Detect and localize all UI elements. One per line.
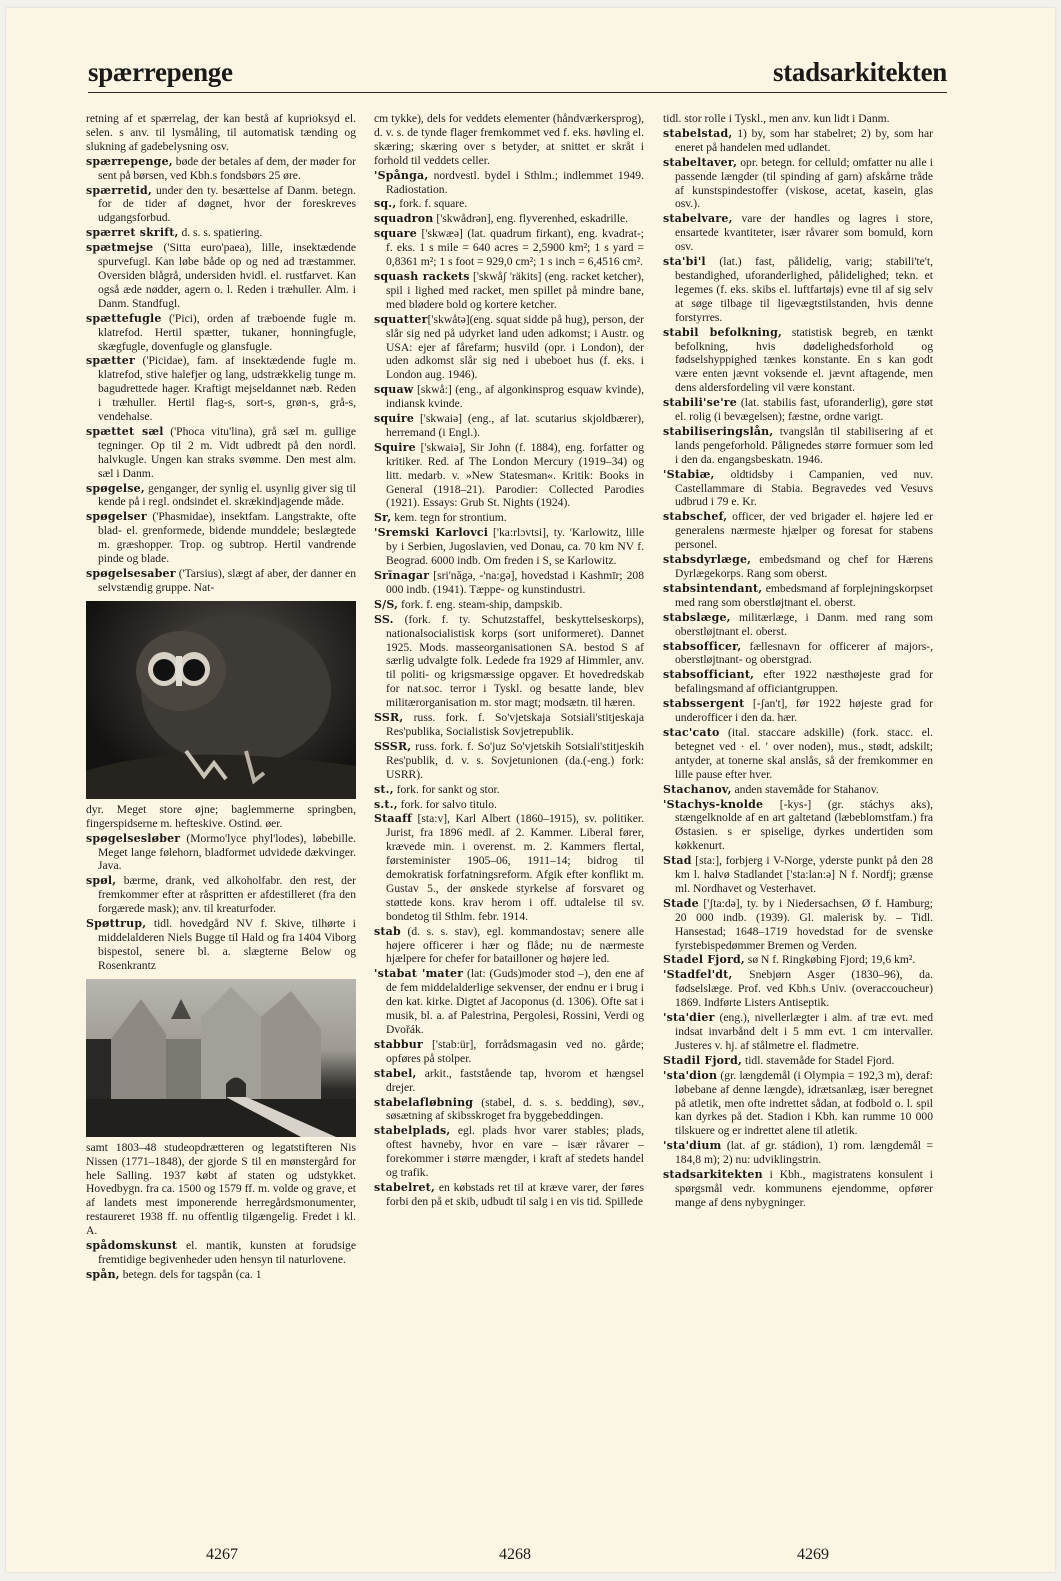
dictionary-entry — [663, 783, 933, 797]
definition-text: ('Pici), orden af træboende fugle m. klatrefod. Hertil spætter, tukaner, honningfugle, skægfugle, dovenfugle og glansfugle. — [98, 311, 356, 353]
headword: stac'cato — [663, 725, 720, 739]
definition-text: (stabel, d. s. s. bedding), søv., søsætning af skibsskroget fra byggebeddingen. — [386, 1095, 644, 1123]
dictionary-entry — [86, 917, 356, 973]
left-guide-word: spærrepenge — [88, 57, 233, 87]
headword: stabslæge, — [663, 610, 731, 624]
headword: spøgelse, — [86, 481, 145, 495]
headword: st., — [374, 782, 394, 796]
dictionary-entry — [663, 1139, 933, 1167]
definition-text: ('Phoca vitu'lina), grå sæl m. gullige tegninger. Op til 2 m. Vidt udbredt på den nordl. halvkugle. Ungen kan straks svømme. Den mest alm. sæl i Danm. — [98, 424, 356, 480]
headword: spøl, — [86, 874, 117, 888]
dictionary-entry — [663, 611, 933, 639]
definition-text: [sta:v], Karl Albert (1860–1915), sv. politiker. Jurist, fra 1896 medl. af 2. Kammer. Liberal fører, krævede min. i overenst. m. 2. Kammers flertal, førsteminister 1905–06, 1911–14; bidrog til demokratisk forfatningsreform. Afgik efter konflikt m. Gustav 5., der ønskede styrkelse af forsvaret og støttede kons. krav herom i off. udtalelse til sv. bondetog til Sthlm. febr. 1914. — [386, 812, 644, 923]
definition-text: samt 1803–48 studeopdrætteren og legatstifteren Nis Nissen (1771–1848), der gjorde S til en mønstergård for hele Salling. 1937 købt af staten og udstykket. Hovedbygn. fra ca. 1500 og 1579 ff. m. volde og grave, et af landets mest imponerende herregårdsmonumenter, restaureret 1938 ff. nu offentlig tilgængelig. Fredet i kl. A. — [86, 1140, 356, 1238]
dictionary-entry — [86, 226, 356, 240]
definition-text: dyr. Meget store øjne; baglemmerne springben, fingerspidserne m. hefteskive. Ostind. øer. — [86, 802, 356, 830]
definition-text: (lat. stabilis fast, uforanderlig), gøre støt el. rolig (i bevægelsen); fæstne, ordne varigt. — [675, 396, 933, 424]
dictionary-entry — [374, 740, 644, 782]
definition-text: militærlæge, i Danm. med rang som oberstløjtnant el. oberst. — [675, 610, 933, 638]
headword: stabelstad, — [663, 126, 733, 140]
spottrup-castle-photo — [86, 979, 356, 1137]
definition-text: [sri'năgə, -'na:gə], hovedstad i Kashmīr; 208 000 indb. (1941). Tæppe- og kunstindustri. — [386, 569, 644, 596]
definition-text: nordvestl. bydel i Sthlm.; indlemmet 1949. Radiostation. — [386, 168, 644, 196]
dictionary-entry — [374, 526, 644, 568]
definition-text: kem. tegn for strontium. — [391, 511, 507, 525]
dictionary-entry — [663, 968, 933, 1010]
dictionary-entry — [663, 396, 933, 424]
definition-text: betegn. dels for tagspån (ca. 1 — [119, 1267, 262, 1281]
definition-text: ('Sitta euro'paea), lille, insektædende spurvefugl. Kan løbe både op og ned ad træstammer. Oversiden blågrå, undersiden hvidl. el. rustfarvet. Kan også æde nødder, agern o. l. Reden i træhuller. Alm. i Danm. Standfugl. — [98, 241, 356, 310]
headword: stabsofficiant, — [663, 668, 755, 682]
dictionary-entry — [663, 1069, 933, 1139]
definition-text: under den ty. besættelse af Danm. betegn. for de tider af døgnet, hvor der foreskreves udgangsforbud. — [98, 183, 356, 225]
headword: squash rackets — [374, 269, 470, 283]
headword: spættet sæl — [86, 424, 164, 438]
headword: squatter — [374, 312, 428, 326]
definition-text: officer, der ved brigader el. højere led er generalens nærmeste hjælper og foresat for stabens personel. — [675, 510, 933, 552]
definition-text: fork. f. eng. steam-ship, dampskib. — [398, 597, 563, 611]
headword: stabil befolkning, — [663, 325, 783, 339]
headword: spærrepenge, — [86, 154, 173, 168]
page-number: 4269 — [797, 1546, 829, 1563]
dictionary-entry — [374, 1096, 644, 1124]
dictionary-entry — [663, 553, 933, 581]
headword: stabel, — [374, 1066, 417, 1080]
headword: 'sta'dier — [663, 1011, 715, 1025]
headword: SS. — [374, 612, 394, 626]
running-head — [88, 52, 947, 93]
entry-continuation — [374, 112, 644, 168]
dictionary-entry — [374, 711, 644, 739]
dictionary-entry — [86, 1268, 356, 1282]
headword: 'sta'dium — [663, 1139, 722, 1153]
headword: stabbur — [374, 1037, 423, 1051]
headword: S/S, — [374, 597, 399, 611]
dictionary-page-spread — [6, 8, 1055, 1572]
dictionary-entry — [663, 697, 933, 725]
headword: SSR, — [374, 711, 404, 725]
definition-text: ['skwåtə](eng. squat sidde på hug), person, der slår sig ned på udyrket land uden adkomst; i Austr. og USA: ejer af fårefarm; husvild (opr. i London), der uden adkomst slår sig ned i ubeboet hus (f. eks. i London aug. 1946). — [386, 312, 644, 382]
definition-text: (lat. af gr. stádion), 1) rom. længdemål = 184,8 m); 2) nu: udviklingstrin. — [675, 1139, 933, 1167]
right-guide-word: stadsarkitekten — [772, 57, 947, 87]
castle-illustration-icon — [86, 979, 356, 1137]
headword: Srīnagar — [374, 569, 430, 582]
definition-text: anden stavemåde for Stahanov. — [731, 782, 879, 796]
entry-continuation — [86, 803, 356, 831]
headword: spættefugle — [86, 311, 162, 325]
dictionary-entry — [374, 412, 644, 440]
headword: spån, — [86, 1267, 120, 1281]
definition-text: [-ʃan't], før 1922 højeste grad for underofficer i den da. hær. — [675, 697, 933, 725]
dictionary-entry — [86, 241, 356, 311]
definition-text: genganger, der synlig el. usynlig giver sig til kende på i regl. ondsindet el. skrækindjagende måde. — [98, 481, 356, 509]
headword: spådomskunst — [86, 1239, 178, 1253]
headword: Spøttrup, — [86, 917, 147, 931]
definition-text: russ. fork. f. So'juz So'vjetskih Sotsiali'stitjeskih Res'publik, d. v. s. Sovjetunionen (da.(-eng.) fork: USRR). — [386, 739, 644, 781]
definition-text: egl. plads hvor varer stables; plads, oftest havneby, hvor en vare – især råvarer – forekommer i større mængder, i kraft af stedets handel og trafik. — [386, 1124, 644, 1180]
dictionary-entry — [663, 468, 933, 510]
definition-text: [-kys-] (gr. stáchys aks), stængelknolde af en art galtetand (læbeblomstfam.) fra Østasien. s er spiselige, dyrkes undertiden som køkkenurt. — [675, 797, 933, 853]
definition-text: (eng.), nivellerlægter i alm. af træ evt. med indsat invarbånd delt i 5 mm evt. 1 cm intervaller. Justeres v. hj. af stålmetre el. fladmetre. — [675, 1011, 933, 1052]
dictionary-entry — [374, 1038, 644, 1066]
dictionary-entry — [663, 326, 933, 396]
loris-illustration-icon — [86, 601, 356, 799]
entry-continuation — [86, 1141, 356, 1238]
dictionary-entry — [663, 798, 933, 854]
definition-text: bøde der betales af dem, der møder for sent på børsen, ved Kbh.s fondsbørs 25 øre. — [98, 154, 356, 182]
dictionary-entry — [374, 967, 644, 1037]
headword: spætmejse — [86, 241, 154, 255]
definition-text: en købstads ret til at kræve varer, der føres forbi den på et skib, udbudt til salg i en vis tid. Spillede — [386, 1180, 644, 1208]
dictionary-entry — [374, 212, 644, 226]
dictionary-entry — [663, 582, 933, 610]
headword: stabiliseringslån, — [663, 424, 774, 438]
headword: stabschef, — [663, 510, 728, 524]
dictionary-entry — [86, 312, 356, 354]
dictionary-entry — [663, 212, 933, 254]
headword: spærretid, — [86, 183, 152, 197]
definition-text: (lat.) fast, pålidelig, varig; stabili'te't, bestandighed, uforanderlighed, pålidelighed; tekn. et legemes (f. eks. skibs el. luftfartøjs) evne til af sig selv at søge tilbage til ligevægtstilstanden, hvis denne forstyrres. — [675, 255, 933, 324]
definition-text: retning af et spærrelag, der kan bestå af kuprioksyd el. selen. s anv. til lysmåling, til automatisk tænding og slukning af gadebelysning osv. — [86, 112, 356, 153]
headword: spætter — [86, 354, 135, 368]
headword: square — [374, 227, 418, 241]
dictionary-entry — [374, 270, 644, 312]
headword: Stade — [663, 896, 699, 910]
dictionary-entry — [374, 441, 644, 511]
dictionary-entry — [374, 313, 644, 383]
headword: sta'bi'l — [663, 255, 706, 269]
headword: stabelplads, — [374, 1124, 451, 1138]
headword: Stadil Fjord, — [663, 1053, 743, 1067]
dictionary-entry — [663, 1054, 933, 1068]
dictionary-entry — [86, 510, 356, 566]
headword: spøgelser — [86, 510, 147, 524]
headword: stabelret, — [374, 1180, 435, 1194]
headword: 'Stachys-knolde — [663, 797, 764, 811]
definition-text: 1) by, som har stabelret; 2) by, som har eneret på handelen med udlandet. — [675, 126, 933, 154]
dictionary-entry — [663, 510, 933, 552]
dictionary-entry — [663, 156, 933, 212]
headword: stabeltaver, — [663, 155, 738, 169]
definition-text: ['skwåʃ 'räkits] (eng. racket ketcher), spil i lighed med racket, men spillet på mindre bane, med blødere bold og kortere ketcher. — [386, 269, 644, 311]
definition-text: ('Phasmidae), insektfam. Langstrakte, ofte blad- el. grenformede, bidende munddele; beslægtede m. græshopper. Trop. og subtrop. Hertil vandrende pinde og blade. — [98, 510, 356, 566]
headword: Sr, — [374, 511, 392, 525]
dictionary-entry — [86, 482, 356, 510]
dictionary-entry — [663, 255, 933, 325]
dictionary-entry — [374, 511, 644, 525]
definition-text: i Kbh., magistratens konsulent i spørgsmål vedr. kommunens ejendomme, opfører mange af dens nybygninger. — [675, 1168, 933, 1209]
dictionary-entry — [374, 383, 644, 411]
definition-text: bærme, drank, ved alkoholfabr. den rest, der fremkommer efter at råspritten er afdestilleret (fra den forgærede mask); anv. til kreaturfoder. — [98, 874, 356, 916]
dictionary-entry — [663, 640, 933, 668]
dictionary-entry — [86, 425, 356, 481]
definition-text: tvangslån til stabilisering af et lands pengeforhold. Pålignedes større formuer som led i den da. engangsbeskatn. 1946. — [675, 424, 933, 466]
column-1 — [86, 112, 356, 1283]
dictionary-entry — [663, 854, 933, 896]
definition-text: ('Tarsius), slægt af aber, der danner en selvstændig gruppe. Nat- — [98, 567, 356, 594]
definition-text: cm tykke), dels for veddets elementer (håndværkersprog), d. v. s. de tynde flager fremkommet ved f. eks. høvling el. skæring; skæring over s betyder, at snittet er skråt i forhold til veddets celler. — [374, 112, 644, 167]
headword: stabelvare, — [663, 212, 733, 226]
dictionary-entry — [663, 1011, 933, 1053]
definition-text: fork. for sankt og stor. — [393, 782, 500, 796]
headword: squaw — [374, 383, 414, 397]
headword: 'Spånga, — [374, 168, 429, 182]
definition-text: ['skwådrən], eng. flyverenhed, eskadrille. — [433, 212, 629, 226]
definition-text: statistisk begreb, en tænkt befolkning, hvis dødelighedsforhold og fødselshyppighed tænkes konstante. En s kan godt være enten jævnt voksende el. jævnt aftagende, men dens aldersfordeling vil være konstant. — [675, 325, 933, 395]
headword: stabsdyrlæge, — [663, 553, 752, 567]
headword: Stachanov, — [663, 782, 732, 796]
definition-text: (lat: (Guds)moder stod –), den ene af de fem middelalderlige sekvenser, der endnu er i brug i den kat. kirke. Digtet af Jacoponus (d. 1306). Ofte sat i musik, bl. a. af Palestrina, Pergolesi, Rossini, Verdi og Dvořák. — [386, 967, 645, 1036]
definition-text: (gr. længdemål (i Olympia = 192,3 m), deraf: løbebane af denne længde), idrætsanlæg, især beregnet på atletik, men ofte indrettet sådan, at fodbold o. l. spil kan dyrkes på det. Stadion i Kbh. kan rumme 10 000 tilskuere og er indrettet alene til atletik. — [675, 1068, 933, 1138]
definition-text: ['skwaiə], Sir John (f. 1884), eng. forfatter og kritiker. Red. af The London Mercury (1919–34) og litt. medarb. v. »New Statesman«. Kritik: Books in General (1918–21). Parodier: Collected Parodies (1921). Essays: Grub St. Nights (1924). — [386, 440, 644, 510]
dictionary-entry — [374, 613, 644, 710]
dictionary-entry — [663, 425, 933, 467]
entry-continuation — [663, 112, 933, 126]
headword: stadsarkitekten — [663, 1168, 763, 1182]
definition-text: sø N f. Ringkøbing Fjord; 19,6 km². — [744, 953, 916, 967]
headword: spøgelsesløber — [86, 831, 181, 845]
dictionary-entry — [663, 953, 933, 967]
definition-text: efter 1922 næsthøjeste grad for befalingsmand af officiantgruppen. — [675, 668, 933, 696]
dictionary-entry — [374, 169, 644, 197]
headword: Squire — [374, 440, 416, 454]
dictionary-entry — [86, 1239, 356, 1267]
definition-text: [sta:], forbjerg i V-Norge, yderste punkt på den 28 km l. halvø Stadlandet ['sta:lan:ə] N f. Nordfj; grænse ml. Nordhavet og Vesterhavet. — [675, 854, 933, 895]
headword: Stadel Fjord, — [663, 953, 745, 967]
dictionary-entry — [374, 197, 644, 211]
headword: squire — [374, 412, 415, 426]
definition-text: tidl. stavemåde for Stadel Fjord. — [742, 1053, 895, 1067]
headword: stabili'se're — [663, 396, 737, 410]
definition-text: russ. fork. f. So'vjetskaja Sotsiali'stitjeskaja Res'publika, Socialistisk Sovjetrepublik. — [386, 711, 644, 738]
dictionary-entry — [86, 184, 356, 226]
headword: stabsofficer, — [663, 639, 742, 653]
headword: stab — [374, 924, 401, 938]
headword: squadron — [374, 212, 434, 226]
dictionary-entry — [86, 874, 356, 916]
dictionary-entry — [86, 832, 356, 874]
definition-text: Snebjørn Asger (1830–96), da. fødselslæge. Prof. ved Kbh.s Univ. (overaccoucheur) 1869. Indførte Listers Antiseptik. — [675, 968, 933, 1010]
headword: s.t., — [374, 797, 398, 811]
column-2 — [374, 112, 644, 1210]
page-number: 4267 — [206, 1546, 238, 1563]
dictionary-entry — [86, 567, 356, 595]
definition-text: tidl. hovedgård NV f. Skive, tilhørte i middelalderen Niels Bugge til Hald og fra 1404 Viborg bispestol, senere bl. a. slægterne Below og Rosenkrantz — [98, 917, 356, 972]
definition-text: ['ʃta:də], ty. by i Niedersachsen, Ø f. Hamburg; 20 000 indb. (1939). Gl. malerisk by. – Tidl. Hansestad; 1648–1719 hovedstad for de svenske fyrstebispedømmer Bremen og Verden. — [675, 896, 933, 952]
headword: SSSR, — [374, 739, 412, 753]
definition-text: ['skwæə] (lat. quadrum firkant), eng. kvadrat-; f. eks. 1 s mile = 640 acres = 2,5900 km²; 1 s yard = 0,8361 m²; 1 s foot = 929,0 cm²; 1 s inch = 6,4516 cm². — [386, 227, 644, 269]
definition-text: tidl. stor rolle i Tyskl., men anv. kun lidt i Danm. — [663, 112, 890, 125]
headword: Staaff — [374, 812, 412, 826]
dictionary-entry — [374, 798, 644, 812]
definition-text: ['ka:rlɔvtsi], ty. 'Karlowitz, lille by i Serbien, Jugoslavien, ved Donau, ca. 70 km NV f. Beograd. 6000 indb. Om freden i S, se Karlowitz. — [386, 526, 644, 568]
definition-text: d. s. s. spatiering. — [178, 226, 263, 240]
dictionary-entry — [374, 783, 644, 797]
headword: 'Stabiæ, — [663, 467, 715, 481]
dictionary-entry — [663, 726, 933, 782]
headword: 'stabat 'mater — [374, 967, 464, 981]
definition-text: fællesnavn for officerer af majors-, oberstløjtnant- og oberstgrad. — [675, 639, 933, 667]
headword: spærret skrift, — [86, 226, 179, 240]
loris-photo — [86, 601, 356, 799]
definition-text: oldtidsby i Campanien, ved nuv. Castellammare di Stabia. Begravedes ved Vesuvs udbrud i 79 e. Kr. — [675, 467, 933, 509]
definition-text: fork. for salvo titulo. — [397, 797, 497, 811]
definition-text: ('Picidae), fam. af insektædende fugle m. klatrefod, stive halefjer og lang, udstrækkelig tunge m. bagudrettede hager. Kraftigt mejseldannet næb. Reden i træhuller. Hertil flag-s, sort-s, grøn-s, grå-s, vendehalse. — [98, 354, 356, 424]
definition-text: vare der handles og lagres i store, ensartede kvantiteter, især råvarer som bomuld, korn osv. — [675, 212, 933, 254]
definition-text: embedsmand af forplejningskorpset med rang som oberstløjtnant el. oberst. — [675, 581, 933, 609]
definition-text: (fork. f. ty. Schutzstaffel, beskyttelseskorps), nationalsocialistisk korps (sort uniformeret). Dannet 1925. Mods. masseorganisationen SA. bestod S af særlig udvalgte folk. Ledede fra 1929 af Himmler, anv. til politi- og krigsmæssige opgaver. Et hovedredskab for nat.soc. terror i Tyskl. og besatte lande, blev militærorganisation m. stor magt; modsætn. til hæren. — [386, 612, 644, 710]
dictionary-entry — [374, 569, 644, 597]
dictionary-entry — [374, 1067, 644, 1095]
dictionary-entry — [663, 1168, 933, 1210]
page-number: 4268 — [499, 1546, 531, 1563]
headword: stabsintendant, — [663, 581, 763, 595]
headword: stabelafløbning — [374, 1095, 474, 1109]
headword: 'Stadfel'dt, — [663, 968, 733, 982]
dictionary-entry — [663, 897, 933, 953]
definition-text: (Mormo'lyce phyl'lodes), løbebille. Meget lange følehorn, bladformet udvidede dækvinger. Java. — [98, 831, 356, 873]
definition-text: el. mantik, kunsten at forudsige fremtidige begivenheder uden hensyn til naturlovene. — [98, 1239, 356, 1266]
dictionary-entry — [86, 155, 356, 183]
column-3 — [663, 112, 933, 1211]
headword: 'sta'dion — [663, 1068, 718, 1082]
dictionary-entry — [374, 1181, 644, 1209]
dictionary-entry — [86, 354, 356, 424]
definition-text: (d. s. s. stav), egl. kommandostav; senere alle højere officerer i hær og flåde; nu de nærmeste hjælpere for chefer for batailloner og højere led. — [386, 924, 644, 966]
definition-text: fork. f. square. — [396, 197, 468, 211]
dictionary-entry — [663, 668, 933, 696]
dictionary-entry — [374, 227, 644, 269]
definition-text: ['skwaiə] (eng., af lat. scutarius skjoldbærer), herremand (i Engl.). — [386, 412, 644, 439]
dictionary-entry — [374, 925, 644, 967]
headword: spøgelsesaber — [86, 567, 176, 580]
definition-text: (ital. staccare adskille) (fork. stacc. el. betegnet ved · el. ′ over noden), mus., stødt, adskilt; antyder, at tonerne skal anslås, så der fremkommer en lille pause efter hver. — [675, 725, 933, 781]
definition-text: opr. betegn. for celluld; omfatter nu alle i passende længder (til spinding af garn) afskårne tråde af kunstspindestoffer (viskose, acetat, kasein, glas osv.). — [675, 155, 933, 211]
dictionary-entry — [374, 1124, 644, 1180]
dictionary-entry — [374, 812, 644, 923]
headword: sq., — [374, 197, 397, 211]
definition-text: ['stab:ür], forrådsmagasin ved no. gårde; opføres på stolper. — [386, 1037, 644, 1065]
entry-continuation — [86, 112, 356, 154]
definition-text: embedsmand og chef for Hærens Dyrlægekorps. Rang som oberst. — [675, 553, 933, 580]
headword: stabssergent — [663, 697, 745, 711]
headword: Stad — [663, 854, 692, 868]
definition-text: [skwå:] (eng., af algonkinsprog esquaw kvinde), indiansk kvinde. — [386, 383, 644, 411]
dictionary-entry — [663, 127, 933, 155]
definition-text: arkit., faststående tap, hvorom et hængsel drejer. — [386, 1066, 644, 1094]
dictionary-entry — [374, 598, 644, 612]
headword: 'Sremski Karlovci — [374, 526, 489, 540]
